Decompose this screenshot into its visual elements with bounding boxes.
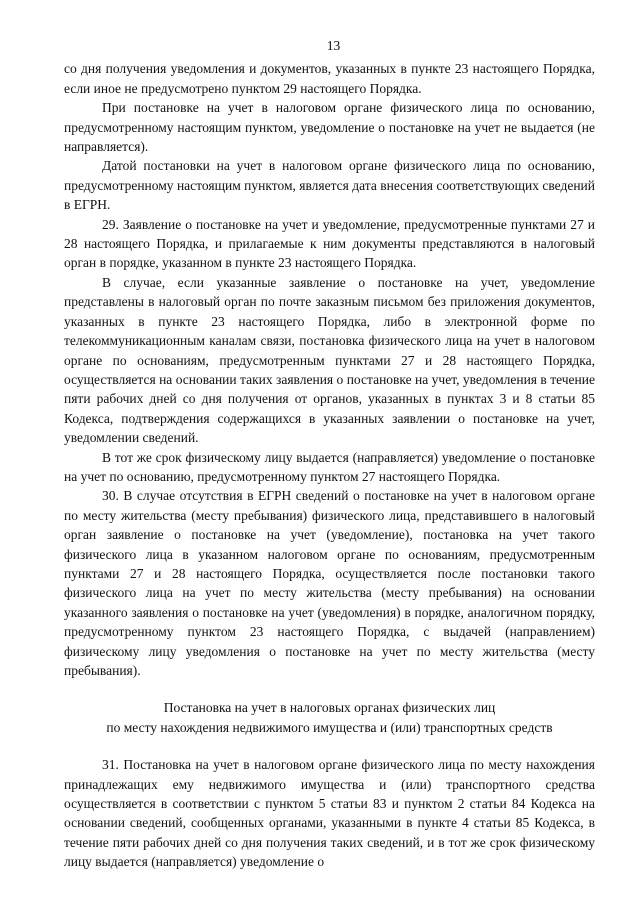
paragraph: При постановке на учет в налоговом органе физического лица по основанию, предусмотренному настоящим пунктом, уведомление о постановке на учет не выдается (не направляется).: [64, 100, 595, 155]
section-heading-line-2: по месту нахождения недвижимого имущества и (или) транспортных средств: [106, 719, 553, 735]
paragraph: В тот же срок физическому лицу выдается (направляется) уведомление о постановке на учет по основанию, предусмотренному пунктом 27 настоящего Порядка.: [64, 449, 595, 484]
paragraph: В случае, если указанные заявление о постановке на учет, уведомление представлены в налоговый орган по почте заказным письмом без приложения документов, указанных в пункте 23 настоящего Порядка, либо в электронной форме по телекоммуникационным каналам связи, постановка физического лица на учет в налоговом органе по основаниям, предусмотренным пунктами 27 и 28 настоящего Порядка, осуществляется на основании таких заявления о постановке на учет, уведомления в течение пяти рабочих дней со дня получения от органов, указанных в пунктах 3 и 8 статьи 85 Кодекса, подтверждения содержащихся в указанных заявлении о постановке на учет, уведомлении сведений.: [64, 274, 595, 446]
paragraph-item-30: 30. В случае отсутствия в ЕГРН сведений о постановке на учет в налоговом органе по месту жительства (месту пребывания) физического лица, представившего в налоговый орган заявление о постановке на учет (уведомление), постановка на учет такого физического лица в указанном налоговом органе по основаниям, предусмотренным пунктами 27 и 28 настоящего Порядка, осуществляется после постановки такого физического лица на учет по месту жительства (месту пребывания) на основании указанного заявления о постановке на учет (уведомления) в порядке, аналогичном порядку, предусмотренному пунктом 23 настоящего Порядка, с выдачей (направлением) физическому лицу уведомления о постановке на учет по месту жительства (месту пребывания).: [64, 488, 595, 678]
paragraph-item-29: 29. Заявление о постановке на учет и уведомление, предусмотренные пунктами 27 и 28 настоящего Порядка, и прилагаемые к ним документы представляются в налоговый орган в порядке, указанном в пункте 23 настоящего Порядка.: [64, 216, 595, 271]
paragraph-continuation: со дня получения уведомления и документов, указанных в пункте 23 настоящего Порядка, если иное не предусмотрено пунктом 29 настоящего Порядка.: [64, 61, 595, 96]
paragraph-item-31: 31. Постановка на учет в налоговом органе физического лица по месту нахождения принадлежащих ему недвижимого имущества и (или) транспортного средства осуществляется в соответствии с пунктом 5 статьи 83 и пунктом 2 статьи 84 Кодекса на основании сведений, сообщенных органами, указанными в пункте 4 статьи 85 Кодекса, в течение пяти рабочих дней со дня получения таких сведений, и в тот же срок физическому лицу выдается (направляется) уведомление о: [64, 757, 595, 870]
section-heading: [64, 698, 595, 737]
paragraph: Датой постановки на учет в налоговом органе физического лица по основанию, предусмотренному настоящим пунктом, является дата внесения соответствующих сведений в ЕГРН.: [64, 158, 595, 213]
section-heading-line-1: Постановка на учет в налоговых органах физических лиц: [163, 700, 496, 716]
page-number: 13: [326, 38, 341, 53]
